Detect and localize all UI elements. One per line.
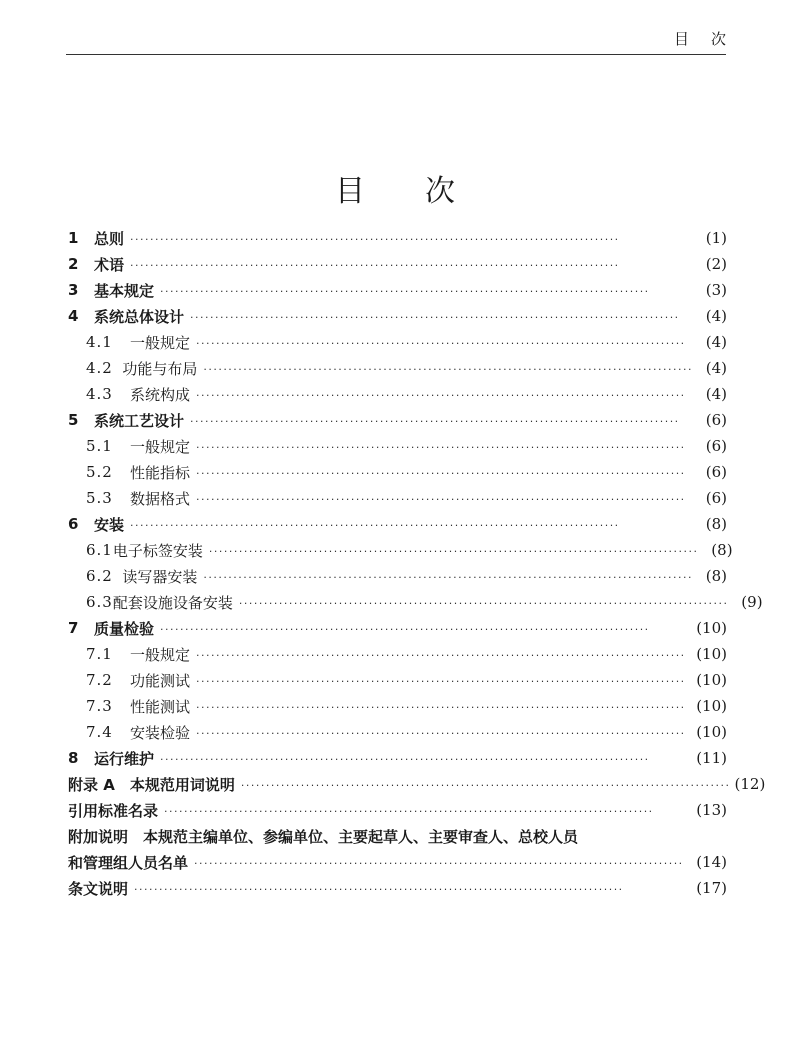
- toc-page: (6): [705, 437, 727, 455]
- toc-entry-explanation-of-provisions[interactable]: [68, 875, 727, 901]
- leader-dots: ··································································································: [196, 700, 686, 714]
- toc-number: 4.2: [86, 359, 113, 377]
- leader-dots: ··································································································: [164, 804, 654, 818]
- toc-title: 配套设施设备安装: [112, 593, 233, 612]
- leader-dots: ··································································································: [203, 570, 693, 584]
- leader-dots: ··································································································: [196, 440, 686, 454]
- toc-number: 7.3: [86, 697, 113, 715]
- toc-title: 和管理组人员名单: [68, 853, 189, 872]
- leader-dots: ··································································································: [196, 492, 686, 506]
- leader-dots: ··································································································: [134, 882, 624, 896]
- toc-title: 一般规定: [130, 437, 191, 456]
- toc-page: (4): [705, 385, 727, 403]
- toc-entry-7-1[interactable]: [68, 641, 727, 667]
- toc-entry-4[interactable]: [68, 303, 727, 329]
- toc-page: (6): [705, 489, 727, 507]
- toc-entry-4-3[interactable]: [68, 381, 727, 407]
- toc-title: 性能指标: [130, 463, 191, 482]
- toc-title: 功能测试: [130, 671, 191, 690]
- table-of-contents: [68, 225, 766, 901]
- toc-title: 系统构成: [130, 385, 191, 404]
- toc-number: 4: [68, 307, 79, 325]
- running-header: 目次: [673, 30, 748, 48]
- toc-page: (4): [705, 359, 727, 377]
- toc-page: (10): [696, 671, 727, 689]
- toc-number: 6.1: [86, 541, 113, 559]
- leader-dots: ··································································································: [160, 752, 650, 766]
- toc-number: 7.2: [86, 671, 113, 689]
- toc-title: 基本规定: [94, 281, 155, 300]
- toc-title: 一般规定: [130, 645, 191, 664]
- toc-title: 系统总体设计: [94, 307, 185, 326]
- leader-dots: ··································································································: [160, 622, 650, 636]
- toc-page: (10): [696, 619, 727, 637]
- toc-entry-3[interactable]: [68, 277, 727, 303]
- toc-title: 附加说明 本规范主编单位、参编单位、主要起草人、主要审查人、总校人员: [68, 827, 579, 846]
- toc-title: 附录 A 本规范用词说明: [68, 775, 235, 794]
- toc-entry-4-1[interactable]: [68, 329, 727, 355]
- leader-dots: ··································································································: [196, 466, 686, 480]
- leader-dots: ··································································································: [190, 414, 680, 428]
- toc-title: 读写器安装: [122, 567, 198, 586]
- toc-title: 功能与布局: [122, 359, 198, 378]
- toc-number: 3: [68, 281, 79, 299]
- header-rule: [66, 54, 726, 55]
- toc-page: (10): [696, 723, 727, 741]
- toc-number: 7: [68, 619, 79, 637]
- toc-number: 8: [68, 749, 79, 767]
- toc-entry-7-2[interactable]: [68, 667, 727, 693]
- toc-title: 引用标准名录: [68, 801, 159, 820]
- toc-page: (8): [705, 515, 727, 533]
- leader-dots: ··································································································: [194, 856, 684, 870]
- toc-number: 5.3: [86, 489, 113, 507]
- leader-dots: ··································································································: [130, 258, 620, 272]
- toc-entry-appendix-a[interactable]: [68, 771, 766, 797]
- toc-entry-additional-notes[interactable]: [68, 823, 727, 849]
- leader-dots: ··································································································: [196, 726, 686, 740]
- leader-dots: ··································································································: [238, 596, 729, 610]
- toc-entry-1[interactable]: [68, 225, 727, 251]
- toc-page: (6): [705, 463, 727, 481]
- leader-dots: ··································································································: [240, 778, 731, 792]
- leader-dots: ··································································································: [130, 518, 620, 532]
- toc-page: (10): [696, 645, 727, 663]
- toc-title: 质量检验: [94, 619, 155, 638]
- toc-title: 数据格式: [130, 489, 191, 508]
- toc-page: (4): [705, 307, 727, 325]
- leader-dots: ··································································································: [190, 310, 680, 324]
- toc-entry-6-2[interactable]: [68, 563, 727, 589]
- toc-number: 5.1: [86, 437, 113, 455]
- toc-page: (8): [711, 541, 733, 559]
- leader-dots: ··································································································: [196, 674, 686, 688]
- toc-entry-5-3[interactable]: [68, 485, 727, 511]
- toc-number: 6.2: [86, 567, 113, 585]
- toc-title: 一般规定: [130, 333, 191, 352]
- leader-dots: ··································································································: [196, 648, 686, 662]
- toc-entry-referenced-standards[interactable]: [68, 797, 727, 823]
- toc-page: (3): [705, 281, 727, 299]
- toc-page: (4): [705, 333, 727, 351]
- toc-title: 安装: [94, 515, 125, 534]
- toc-page: (11): [696, 749, 727, 767]
- toc-number: 4.1: [86, 333, 113, 351]
- toc-title: 系统工艺设计: [94, 411, 185, 430]
- toc-entry-5-1[interactable]: [68, 433, 727, 459]
- leader-dots: ··································································································: [208, 544, 699, 558]
- toc-entry-4-2[interactable]: [68, 355, 727, 381]
- toc-title: 术语: [94, 255, 125, 274]
- toc-entry-7-4[interactable]: [68, 719, 727, 745]
- leader-dots: ··································································································: [196, 388, 686, 402]
- toc-page: (2): [705, 255, 727, 273]
- toc-number: 6.3: [86, 593, 113, 611]
- toc-title: 条文说明: [68, 879, 129, 898]
- toc-number: 5.2: [86, 463, 113, 481]
- toc-entry-6-3[interactable]: [68, 589, 763, 615]
- toc-number: 5: [68, 411, 79, 429]
- toc-page: (13): [696, 801, 727, 819]
- toc-title: 电子标签安装: [112, 541, 203, 560]
- toc-page: (6): [705, 411, 727, 429]
- toc-entry-7[interactable]: [68, 615, 727, 641]
- toc-page: (1): [705, 229, 727, 247]
- toc-entry-6-1[interactable]: [68, 537, 733, 563]
- page-title: 目次: [335, 174, 515, 209]
- leader-dots: ··································································································: [130, 232, 620, 246]
- toc-entry-additional-notes-cont[interactable]: [68, 849, 727, 875]
- toc-entry-8[interactable]: [68, 745, 727, 771]
- toc-page: (17): [696, 879, 727, 897]
- toc-number: 7.1: [86, 645, 113, 663]
- toc-number: 7.4: [86, 723, 113, 741]
- leader-dots: ··································································································: [160, 284, 650, 298]
- toc-entry-2[interactable]: [68, 251, 727, 277]
- toc-number: 6: [68, 515, 79, 533]
- toc-entry-7-3[interactable]: [68, 693, 727, 719]
- toc-page: (12): [734, 775, 766, 793]
- toc-entry-6[interactable]: [68, 511, 727, 537]
- leader-dots: ··································································································: [196, 336, 686, 350]
- toc-title: 总则: [94, 229, 125, 248]
- toc-number: 2: [68, 255, 79, 273]
- toc-entry-5[interactable]: [68, 407, 727, 433]
- toc-title: 运行维护: [94, 749, 155, 768]
- toc-page: (8): [705, 567, 727, 585]
- toc-page: (10): [696, 697, 727, 715]
- toc-title: 安装检验: [130, 723, 191, 742]
- toc-number: 1: [68, 229, 79, 247]
- toc-title: 性能测试: [130, 697, 191, 716]
- leader-dots: ··································································································: [203, 362, 693, 376]
- toc-page: (14): [696, 853, 727, 871]
- toc-page: (9): [741, 593, 763, 611]
- toc-entry-5-2[interactable]: [68, 459, 727, 485]
- toc-number: 4.3: [86, 385, 113, 403]
